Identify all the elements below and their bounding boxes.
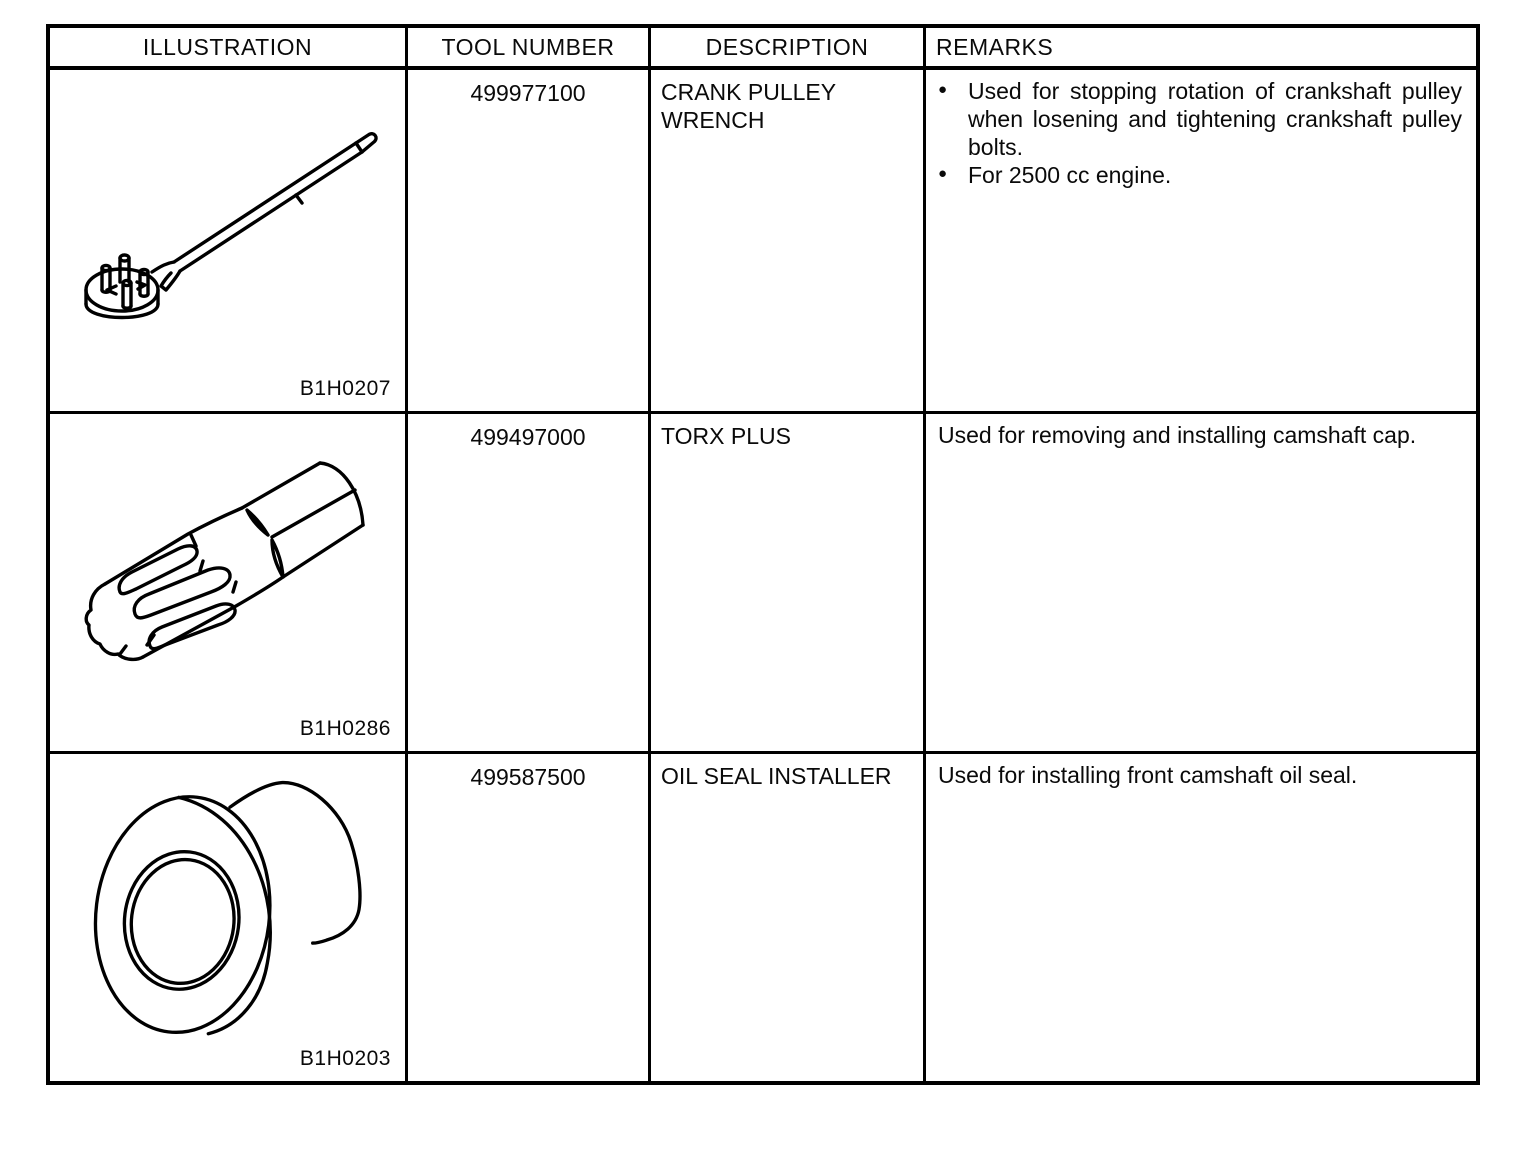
header-illustration-label: ILLUSTRATION xyxy=(142,34,313,60)
crank-pulley-wrench-icon xyxy=(50,70,405,411)
header-description-label: DESCRIPTION xyxy=(705,34,869,60)
illustration-cell-row1 xyxy=(50,70,408,414)
header-illustration xyxy=(50,28,408,70)
description-cell-row3 xyxy=(651,754,926,1081)
bullet-icon: ● xyxy=(938,165,948,182)
remark-item xyxy=(936,77,1462,161)
description-cell-row1 xyxy=(651,70,926,414)
description-cell-row2 xyxy=(651,414,926,754)
header-remarks-label: REMARKS xyxy=(936,34,1054,60)
description-text: OIL SEAL INSTALLER xyxy=(661,763,892,789)
header-tool-number-label: TOOL NUMBER xyxy=(441,34,615,60)
illustration-cell-row3 xyxy=(50,754,408,1081)
remarks-cell-row2 xyxy=(926,414,1476,754)
tool-number-cell-row2 xyxy=(408,414,651,754)
remarks-cell-row3 xyxy=(926,754,1476,1081)
description-text: CRANK PULLEY WRENCH xyxy=(661,79,836,133)
tool-number: 499977100 xyxy=(470,80,586,106)
figure-code: B1H0203 xyxy=(299,1047,391,1070)
tool-number: 499497000 xyxy=(470,424,586,450)
tool-number: 499587500 xyxy=(470,764,586,790)
tool-number-cell-row3 xyxy=(408,754,651,1081)
special-tools-table xyxy=(46,24,1480,1085)
header-description xyxy=(651,28,926,70)
remark-text: Used for removing and installing camshaft cap. xyxy=(938,422,1417,448)
header-remarks xyxy=(926,28,1476,70)
oil-seal-installer-icon xyxy=(50,754,405,1081)
remark-text: Used for installing front camshaft oil seal. xyxy=(938,762,1358,788)
bullet-icon: ● xyxy=(938,81,948,98)
remark-item xyxy=(936,161,1462,189)
figure-code: B1H0286 xyxy=(299,717,391,740)
header-tool-number xyxy=(408,28,651,70)
tool-number-cell-row1 xyxy=(408,70,651,414)
remarks-cell-row1 xyxy=(926,70,1476,414)
remark-text: Used for stopping rotation of crankshaft pulley when losening and tightening crankshaft pulley bolts. xyxy=(968,78,1462,160)
description-text: TORX PLUS xyxy=(661,423,791,449)
remark-text: For 2500 cc engine. xyxy=(968,162,1172,188)
figure-code: B1H0207 xyxy=(299,377,391,400)
torx-plus-bit-icon xyxy=(50,414,405,751)
illustration-cell-row2 xyxy=(50,414,408,754)
